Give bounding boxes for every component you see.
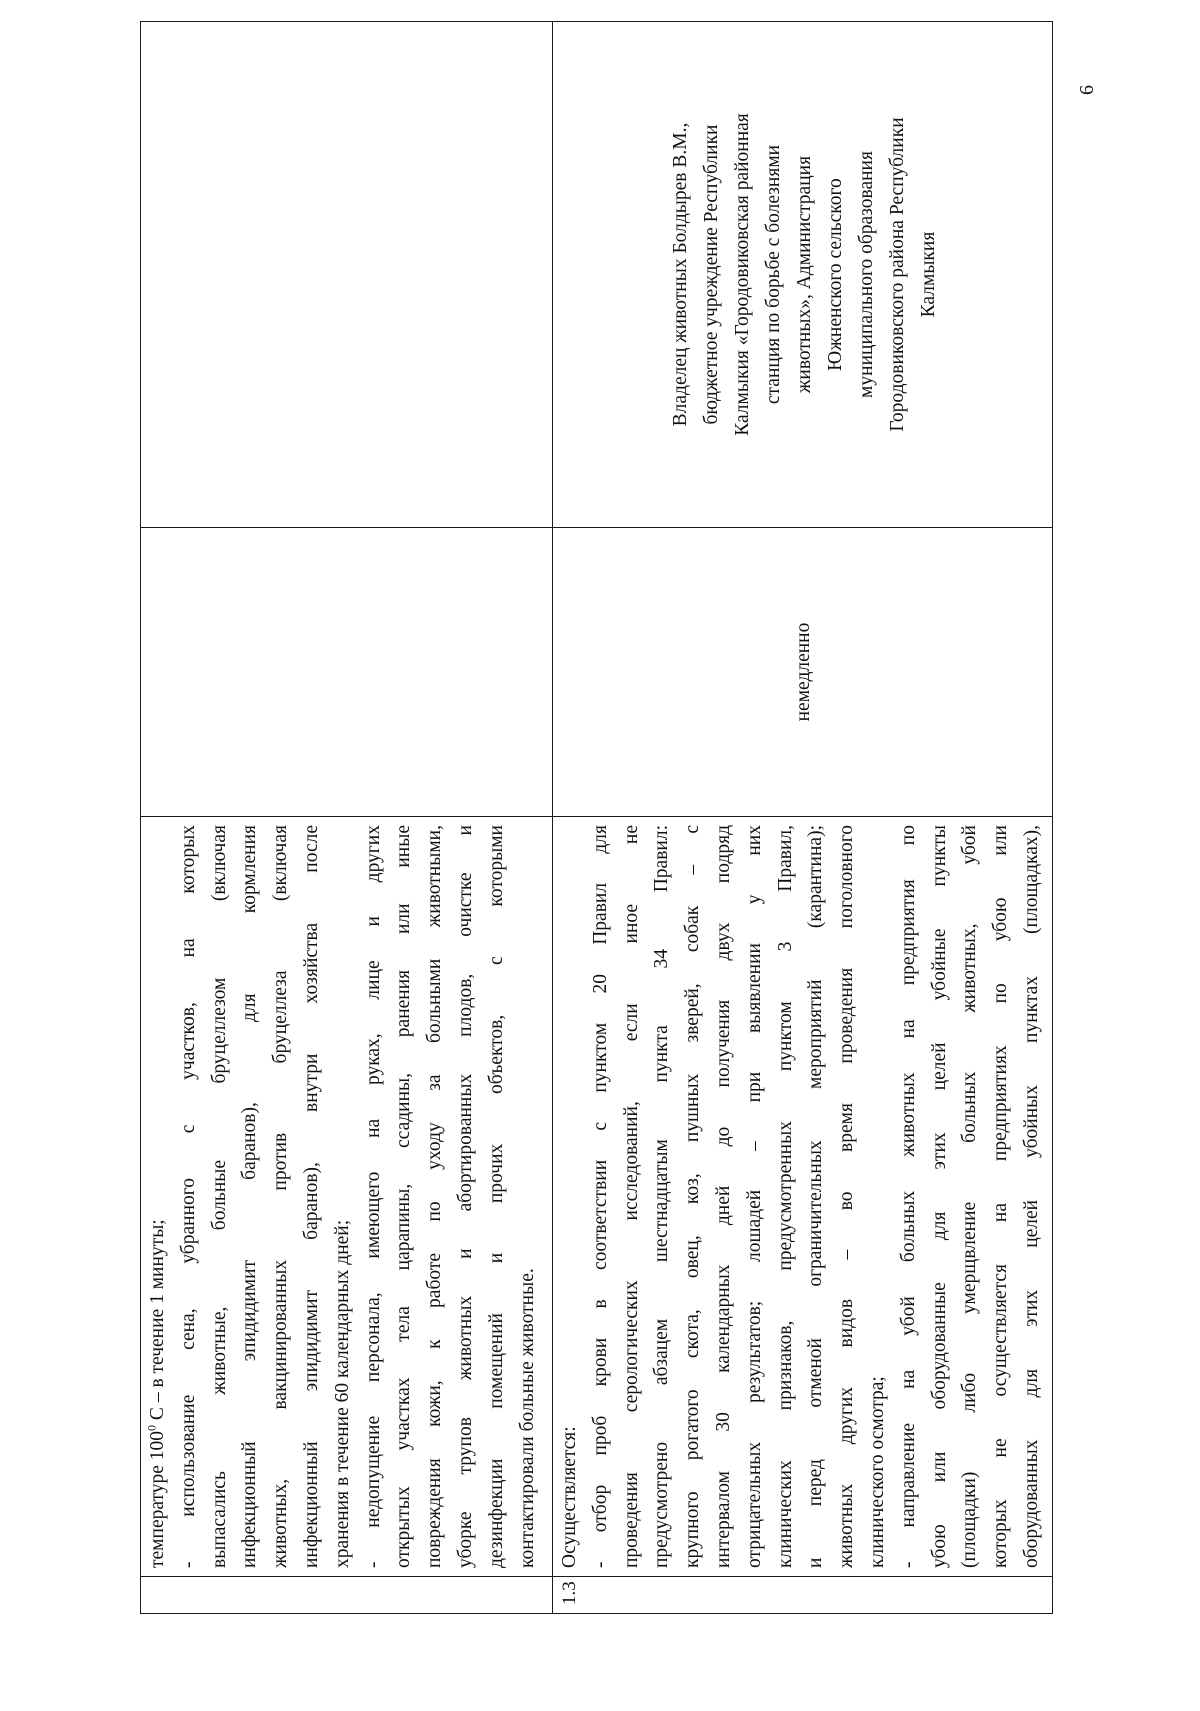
responsible-cell [141,22,553,528]
text-line: клинического осмотра; [866,1376,888,1568]
text-line: инфекционный эпидидимит баранов), внутри хозяйства после [300,825,322,1568]
text-line: дезинфекции помещений и прочих объектов, с которыми [485,825,507,1568]
text-line: предусмотрено абзацем шестнадцатым пункта 34 Правил: [651,825,673,1568]
text-line: оборудованных для этих целей убойных пунктах (площадках), [1020,825,1042,1568]
text-line: хранения в течение 60 календарных дней; [331,1219,353,1568]
text-line: и перед отменой ограничительных мероприятий (карантина); [805,825,827,1568]
responsible-line: Калмыкия [917,231,939,318]
responsible-line: животных», Администрация [793,155,815,394]
text-line: выпасались животные, больные бруцеллезом (включая [208,825,230,1568]
table-row [141,22,553,1614]
text-line: уборке трупов животных и абортированных плодов, очистке и [454,825,476,1568]
responsible-line: бюджетное учреждение Республики [700,124,722,425]
text-line: проведения серологических исследований, если иное не [620,825,642,1568]
text-line: (площадки) либо умерщвление больных животных, убой [959,825,981,1568]
text-line: - недопущение персонала, имеющего на руках, лице и других [362,825,384,1568]
text-line: крупного рогатого скота, овец, коз, пушных зверей, собак – с [682,825,704,1568]
row-number-cell: 1.3 [553,1577,1053,1614]
row-number-cell [141,1577,553,1614]
text-line: - отбор проб крови в соответствии с пунктом 20 Правил для [589,825,611,1568]
page-number: 6 [1076,85,1098,95]
text-line: убою или оборудованные для этих целей убойные пункты [928,825,950,1568]
text-line: контактировали больные животные. [516,1268,538,1568]
text-line: интервалом 30 календарных дней до получения двух подряд [712,825,734,1568]
text-line: температуре $100^0$ С – в течение 1 минуты; [144,1219,168,1568]
text-line: клинических признаков, предусмотренных пунктом 3 Правил, [774,825,796,1568]
text-line: животных, вакцинированных против бруцеллеза (включая [270,825,292,1568]
text-line: которых не осуществляется на предприятиях по убою или [990,825,1012,1568]
text-line: - использование сена, убранного с участков, на которых [177,825,199,1568]
text-line: животных других видов – во время проведения поголовного [836,825,858,1568]
measure-text-cell [553,817,1053,1577]
text-line: инфекционный эпидидимит баранов), для кормления [239,825,261,1568]
responsible-line: станция по борьбе с болезнями [762,144,784,405]
measure-text-cell [141,817,553,1577]
term-cell [141,528,553,817]
text-line: - направление на убой больных животных на предприятия по [897,825,919,1568]
responsible-line: Калмыкия «Городовиковская районная [731,113,753,436]
text-line: повреждения кожи, к работе по уходу за больными животными, [424,825,446,1568]
text-line: отрицательных результатов; лошадей – при выявлении у них [743,825,765,1568]
text-line: открытых участках тела царапины, ссадины, ранения или иные [393,825,415,1568]
table-row [553,22,1053,1614]
responsible-line: Городовиковского района Республики [886,117,908,432]
term-cell: немедленно [553,528,1053,817]
responsible-line: муниципального образования [855,151,877,398]
measures-table [140,21,1053,1614]
responsible-cell [553,22,1053,528]
responsible-line: Южненского сельского [824,178,846,371]
text-line: Осуществляется: [559,1426,580,1568]
responsible-line: Владелец животных Болдырев В.М., [669,122,691,427]
